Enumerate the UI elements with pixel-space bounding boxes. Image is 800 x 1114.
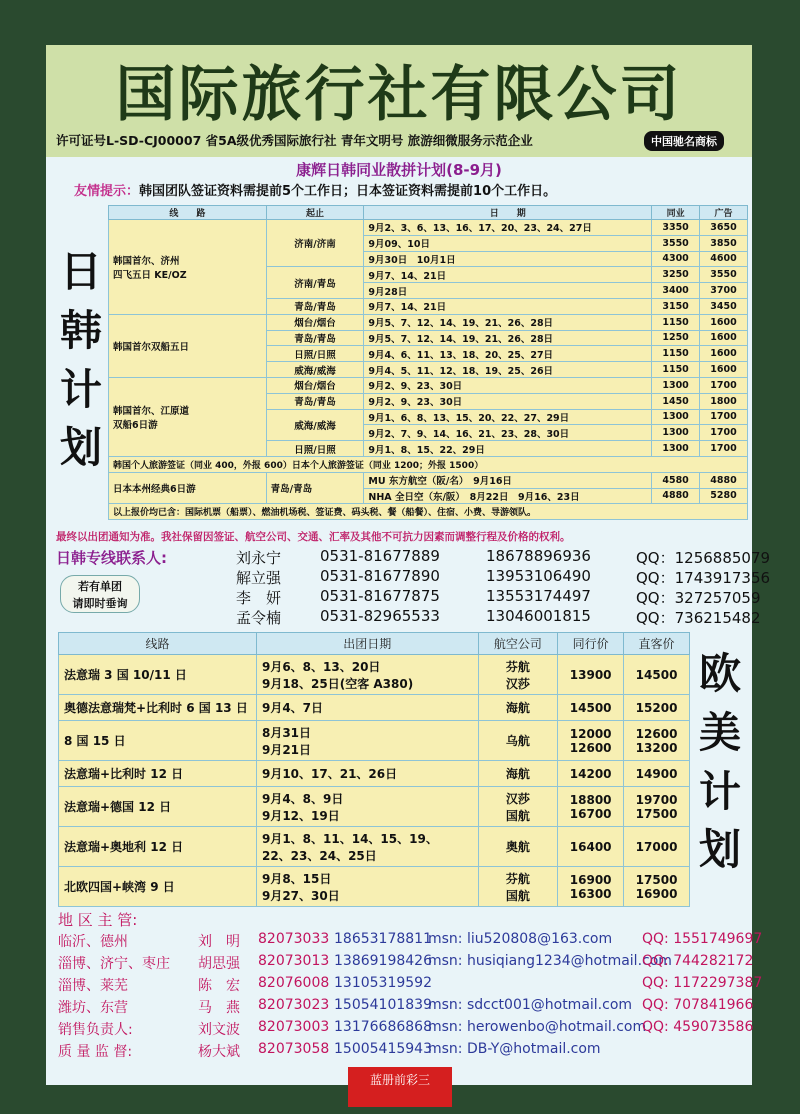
peer-price-cell: 1150: [652, 314, 700, 330]
table-row: [109, 472, 748, 488]
route-cell: 日本本州经典6日游: [109, 472, 267, 504]
airline-cell: [478, 695, 558, 721]
peer-price-cell: [558, 787, 624, 827]
contact-mobile: 13953106490: [486, 567, 591, 585]
region-tel: 82073003: [258, 1019, 330, 1035]
side-char: 韩: [59, 305, 102, 355]
notice: [74, 180, 556, 199]
korea-japan-subtitle: 康辉日韩同业散拼计划(8-9月): [296, 161, 502, 179]
region-tel: 82073023: [258, 997, 330, 1013]
dest-cell: 威海/威海: [266, 362, 364, 378]
company-title: 国际旅行社有限公司: [115, 60, 683, 130]
contact-mobile: 13553174497: [486, 587, 591, 605]
date-cell: 9月2、9、23、30日: [364, 377, 652, 393]
region-mobile: 15054101839: [334, 997, 432, 1013]
region-name: 胡思强: [198, 956, 240, 972]
korea-japan-side-title: [56, 243, 106, 478]
region-msn: msn: sdcct001@hotmail.com: [428, 997, 633, 1013]
peer-price-cell-line: 13900: [569, 667, 612, 682]
includes-row: [109, 504, 748, 520]
airline-cell-line: 芬航: [505, 659, 530, 674]
route-cell: 法意瑞+奥地利 12 日: [59, 827, 257, 867]
peer-price-cell-line: 14500: [569, 700, 612, 715]
peer-price-cell: 1300: [652, 425, 700, 441]
airline-cell: [478, 761, 558, 787]
peer-price-cell-line: 18800: [569, 792, 612, 807]
contact-qq: QQ：736215482: [636, 609, 761, 627]
date-cell: 9月1、6、8、13、15、20、22、27、29日: [364, 409, 652, 425]
peer-price-cell-line: 16700: [569, 806, 612, 821]
peer-price-cell: 3400: [652, 283, 700, 299]
table-row: [59, 787, 690, 827]
includes-cell: 以上报价均已含：国际机票（船票）、燃油机场税、签证费、码头税、餐（船餐）、住宿、小费、导游领队。: [109, 504, 748, 520]
date-cell-line: 8月31日: [261, 725, 312, 740]
region-msn: msn: liu520808@163.com: [428, 931, 613, 947]
date-cell: [256, 827, 478, 867]
peer-price-cell: 3550: [652, 235, 700, 251]
contact-row: [56, 607, 761, 627]
col-header: 广告: [700, 206, 748, 220]
region-row: [58, 997, 754, 1019]
date-cell: 9月28日: [364, 283, 652, 299]
route-cell: 韩国首尔、济州 四飞五日 KE/OZ: [109, 220, 267, 315]
side-char: 日: [59, 247, 102, 296]
ad-price-cell: 1600: [700, 346, 748, 362]
route-cell: 北欧四国+峡湾 9 日: [59, 867, 257, 907]
direct-price-cell-line: 14900: [635, 766, 678, 781]
table-header-row: [59, 633, 690, 655]
dest-cell: 烟台/烟台: [266, 377, 364, 393]
region-msn: msn: husiqiang1234@hotmail.com: [428, 953, 672, 969]
ad-price-cell: 4600: [700, 251, 748, 267]
col-header: 同行价: [558, 633, 624, 655]
peer-price-cell: 4880: [652, 488, 700, 504]
peer-price-cell-line: 12600: [569, 740, 612, 755]
side-char: 欧: [698, 649, 741, 698]
visa-row: [109, 456, 748, 472]
europe-table: [58, 632, 690, 907]
final-notice: 最终以出团通知为准。我社保留因签证、航空公司、交通、汇率及其他不可抗力因素而调整行程及价格的权利。: [56, 531, 571, 543]
dest-cell: 济南/济南: [266, 220, 364, 267]
peer-price-cell: [558, 867, 624, 907]
date-cell: [256, 721, 478, 761]
region-tel: 82073013: [258, 953, 330, 969]
peer-price-cell: 1150: [652, 362, 700, 378]
col-header: 线路: [59, 633, 257, 655]
date-cell: 9月5、7、12、14、19、21、26、28日: [364, 314, 652, 330]
table-row: [59, 721, 690, 761]
date-cell: 9月7、14、21日: [364, 298, 652, 314]
dest-cell: 烟台/烟台: [266, 314, 364, 330]
region-area: 淄博、莱芜: [58, 978, 128, 994]
table-row: [59, 867, 690, 907]
peer-price-cell: 1300: [652, 441, 700, 457]
date-cell: [256, 761, 478, 787]
date-cell-line: 9月21日: [261, 742, 312, 757]
date-cell-line: 9月4、8、9日: [261, 791, 344, 806]
date-cell: [256, 867, 478, 907]
korea-japan-table: [108, 205, 748, 520]
airline-cell: [478, 721, 558, 761]
table-row: [59, 655, 690, 695]
license-line: 许可证号L-SD-CJ00007 省5A级优秀国际旅行社 青年文明号 旅游细微服务示范企业: [56, 133, 533, 148]
col-header: 航空公司: [478, 633, 558, 655]
direct-price-cell-line: 12600: [635, 726, 678, 741]
airline-cell-line: 海航: [505, 767, 530, 781]
col-header: 日 期: [364, 206, 652, 220]
contact-name: 解立强: [236, 569, 282, 587]
dest-cell: 日照/日照: [266, 441, 364, 457]
direct-price-cell-line: 14500: [635, 667, 678, 682]
region-area: 潍坊、东营: [58, 1000, 128, 1016]
region-header: 地 区 主 管:: [58, 911, 138, 929]
route-cell: 韩国首尔双船五日: [109, 314, 267, 377]
peer-price-cell: 3250: [652, 267, 700, 283]
contact-tel: 0531-81677890: [320, 567, 440, 585]
contact-tel: 0531-81677889: [320, 547, 440, 565]
peer-price-cell: 4300: [652, 251, 700, 267]
table-row: [59, 761, 690, 787]
table-row: [59, 827, 690, 867]
direct-price-cell-line: 17500: [635, 806, 678, 821]
peer-price-cell-line: 14200: [569, 766, 612, 781]
table-row: [109, 377, 748, 393]
airline-cell: [478, 787, 558, 827]
contact-mobile: 18678896936: [486, 547, 591, 565]
direct-price-cell-line: 13200: [635, 740, 678, 755]
direct-price-cell: [624, 787, 690, 827]
direct-price-cell-line: 17500: [635, 872, 678, 887]
ad-price-cell: 1700: [700, 377, 748, 393]
peer-price-cell: 1300: [652, 409, 700, 425]
airline-cell-line: 乌航: [505, 734, 530, 748]
airline-cell-line: 芬航: [505, 871, 530, 886]
contact-name: 李 妍: [236, 589, 282, 607]
col-header: 线 路: [109, 206, 267, 220]
contact-name: 刘永宁: [236, 549, 282, 567]
region-msn: msn: DB-Y@hotmail.com: [428, 1041, 601, 1057]
ad-price-cell: 1600: [700, 314, 748, 330]
direct-price-cell: [624, 867, 690, 907]
peer-price-cell: [558, 655, 624, 695]
region-tel: 82076008: [258, 975, 330, 991]
dest-cell: 日照/日照: [266, 346, 364, 362]
table-header-row: [109, 206, 748, 220]
date-cell-line: 9月1、8、11、14、15、19、: [261, 831, 438, 846]
single-group-line: 请即时垂询: [72, 597, 128, 610]
contact-row: [56, 587, 761, 607]
region-name: 刘文波: [198, 1022, 240, 1038]
region-area: 淄博、济宁、枣庄: [58, 956, 170, 972]
region-qq: QQ: 1551749697: [642, 931, 763, 947]
airline-cell: [478, 827, 558, 867]
contact-qq: QQ：1256885079: [636, 549, 771, 567]
direct-price-cell: [624, 827, 690, 867]
contact-name: 孟令楠: [236, 609, 282, 627]
date-cell-line: 9月12、19日: [261, 808, 340, 823]
region-area: 临沂、德州: [58, 934, 128, 950]
date-cell-line: 9月27、30日: [261, 888, 340, 903]
dest-cell: 青岛/青岛: [266, 472, 364, 504]
ad-price-cell: 1700: [700, 425, 748, 441]
date-cell: NHA 全日空（东/阪） 8月22日 9月16、23日: [364, 488, 652, 504]
dest-cell: 青岛/青岛: [266, 330, 364, 346]
notice-text: 韩国团队签证资料需提前5个工作日；日本签证资料需提前10个工作日。: [139, 184, 557, 199]
region-area: 质 量 监 督:: [58, 1044, 133, 1060]
airline-cell-line: 汉莎: [505, 676, 530, 691]
direct-price-cell-line: 17000: [635, 839, 678, 854]
direct-price-cell-line: 16900: [635, 886, 678, 901]
region-name: 陈 宏: [198, 978, 240, 994]
airline-cell-line: 汉莎: [505, 791, 530, 806]
contact-tel: 0531-81677875: [320, 587, 440, 605]
dest-cell: 青岛/青岛: [266, 298, 364, 314]
peer-price-cell: 4580: [652, 472, 700, 488]
region-row: [58, 1019, 754, 1041]
ad-price-cell: 3850: [700, 235, 748, 251]
region-mobile: 13176686868: [334, 1019, 432, 1035]
contact-qq: QQ：327257059: [636, 589, 761, 607]
route-cell: 8 国 15 日: [59, 721, 257, 761]
region-tel: 82073033: [258, 931, 330, 947]
peer-price-cell: 1150: [652, 346, 700, 362]
contacts-label: 日韩专线联系人:: [56, 549, 167, 567]
direct-price-cell-line: 19700: [635, 792, 678, 807]
airline-cell-line: 奥航: [505, 840, 530, 854]
route-cell: 奥德法意瑞梵+比利时 6 国 13 日: [59, 695, 257, 721]
table-row: [109, 220, 748, 236]
peer-price-cell-line: 16400: [569, 839, 612, 854]
ad-price-cell: 4880: [700, 472, 748, 488]
date-cell: 9月4、5、11、12、18、19、25、26日: [364, 362, 652, 378]
table-row: [59, 695, 690, 721]
peer-price-cell: [558, 721, 624, 761]
region-name: 刘 明: [198, 934, 240, 950]
region-qq: QQ: 707841966: [642, 997, 754, 1013]
route-cell: 法意瑞+比利时 12 日: [59, 761, 257, 787]
region-mobile: 13869198426: [334, 953, 432, 969]
airline-cell-line: 国航: [505, 888, 530, 903]
date-cell: 9月30日 10月1日: [364, 251, 652, 267]
col-header: 同业: [652, 206, 700, 220]
region-row: [58, 975, 763, 997]
peer-price-cell: [558, 761, 624, 787]
side-char: 划: [698, 825, 741, 875]
brand-badge: 中国驰名商标: [644, 131, 724, 151]
region-name: 杨大斌: [198, 1044, 240, 1060]
peer-price-cell: 1300: [652, 377, 700, 393]
ad-price-cell: 5280: [700, 488, 748, 504]
date-cell: 9月1、8、15、22、29日: [364, 441, 652, 457]
ad-price-cell: 1800: [700, 393, 748, 409]
contact-qq: QQ：1743917356: [636, 569, 771, 587]
date-cell-line: 9月10、17、21、26日: [261, 767, 398, 781]
direct-price-cell: [624, 655, 690, 695]
col-header: 直客价: [624, 633, 690, 655]
dest-cell: 济南/青岛: [266, 267, 364, 299]
contact-row: [56, 567, 771, 587]
region-area: 销售负责人:: [58, 1022, 133, 1038]
ad-price-cell: 1700: [700, 441, 748, 457]
region-row: [58, 1041, 748, 1063]
date-cell: [256, 655, 478, 695]
direct-price-cell-line: 15200: [635, 700, 678, 715]
contact-mobile: 13046001815: [486, 607, 591, 625]
region-qq: QQ: 744282172: [642, 953, 754, 969]
notice-label: 友情提示：: [74, 184, 140, 199]
single-group-line: 若有单团: [78, 580, 122, 593]
route-cell: 法意瑞 3 国 10/11 日: [59, 655, 257, 695]
europe-side-title: [692, 645, 748, 880]
col-header: 出团日期: [256, 633, 478, 655]
region-qq: QQ: 1172297387: [642, 975, 763, 991]
region-mobile: 13105319592: [334, 975, 432, 991]
ad-price-cell: 3700: [700, 283, 748, 299]
date-cell: 9月2、3、6、13、16、17、20、23、24、27日: [364, 220, 652, 236]
peer-price-cell: 1250: [652, 330, 700, 346]
date-cell: 9月4、6、11、13、18、20、25、27日: [364, 346, 652, 362]
peer-price-cell-line: 16300: [569, 886, 612, 901]
side-char: 美: [698, 707, 741, 757]
region-mobile: 18653178811: [334, 931, 432, 947]
contact-tel: 0531-82965533: [320, 607, 440, 625]
dest-cell: 青岛/青岛: [266, 393, 364, 409]
region-row: [58, 953, 754, 975]
region-name: 马 燕: [198, 1000, 240, 1016]
date-cell: 9月7、14、21日: [364, 267, 652, 283]
route-cell: 法意瑞+德国 12 日: [59, 787, 257, 827]
date-cell-line: 9月18、25日(空客 A380): [261, 676, 414, 691]
peer-price-cell: 3350: [652, 220, 700, 236]
side-char: 计: [698, 766, 741, 816]
date-cell: [256, 695, 478, 721]
date-cell: 9月2、7、9、14、16、21、23、28、30日: [364, 425, 652, 441]
col-header: 起止: [266, 206, 364, 220]
side-char: 计: [59, 364, 102, 414]
brochure-page: [46, 45, 771, 1085]
airline-cell: [478, 867, 558, 907]
airline-cell-line: 国航: [505, 808, 530, 823]
peer-price-cell: 3150: [652, 298, 700, 314]
peer-price-cell: 1450: [652, 393, 700, 409]
direct-price-cell: [624, 695, 690, 721]
ad-price-cell: 1700: [700, 409, 748, 425]
single-group-inquiry-button[interactable]: [60, 575, 140, 613]
region-row: [58, 931, 763, 953]
ad-price-cell: 1600: [700, 330, 748, 346]
direct-price-cell: [624, 721, 690, 761]
airline-cell-line: 海航: [505, 701, 530, 715]
header-banner: [46, 45, 752, 157]
date-cell: [256, 787, 478, 827]
ad-price-cell: 3450: [700, 298, 748, 314]
ad-price-cell: 3650: [700, 220, 748, 236]
region-tel: 82073058: [258, 1041, 330, 1057]
region-msn: msn: herowenbo@hotmail.com: [428, 1019, 647, 1035]
region-mobile: 15005415943: [334, 1041, 432, 1057]
date-cell-line: 9月6、8、13、20日: [261, 659, 381, 674]
route-cell: 韩国首尔、江原道 双船6日游: [109, 377, 267, 456]
date-cell: MU 东方航空（阪/名） 9月16日: [364, 472, 652, 488]
date-cell-line: 9月8、15日: [261, 871, 332, 886]
ad-price-cell: 3550: [700, 267, 748, 283]
region-qq: QQ: 459073586: [642, 1019, 754, 1035]
peer-price-cell-line: 12000: [569, 726, 612, 741]
ad-price-cell: 1600: [700, 362, 748, 378]
date-cell-line: 22、23、24、25日: [261, 848, 377, 863]
direct-price-cell: [624, 761, 690, 787]
peer-price-cell: [558, 827, 624, 867]
contact-row: [56, 547, 771, 567]
date-cell: 9月2、9、23、30日: [364, 393, 652, 409]
peer-price-cell: [558, 695, 624, 721]
visa-cell: 韩国个人旅游签证（同业 400，外报 600）日本个人旅游签证（同业 1200；外报 1500）: [109, 456, 748, 472]
airline-cell: [478, 655, 558, 695]
date-cell: 9月5、7、12、14、19、21、26、28日: [364, 330, 652, 346]
footer-tab: 蓝册前彩三: [348, 1067, 452, 1107]
dest-cell: 威海/威海: [266, 409, 364, 441]
date-cell-line: 9月4、7日: [261, 701, 324, 715]
date-cell: 9月09、10日: [364, 235, 652, 251]
peer-price-cell-line: 16900: [569, 872, 612, 887]
region-managers: [46, 903, 763, 1085]
table-row: [109, 314, 748, 330]
side-char: 划: [59, 423, 102, 473]
